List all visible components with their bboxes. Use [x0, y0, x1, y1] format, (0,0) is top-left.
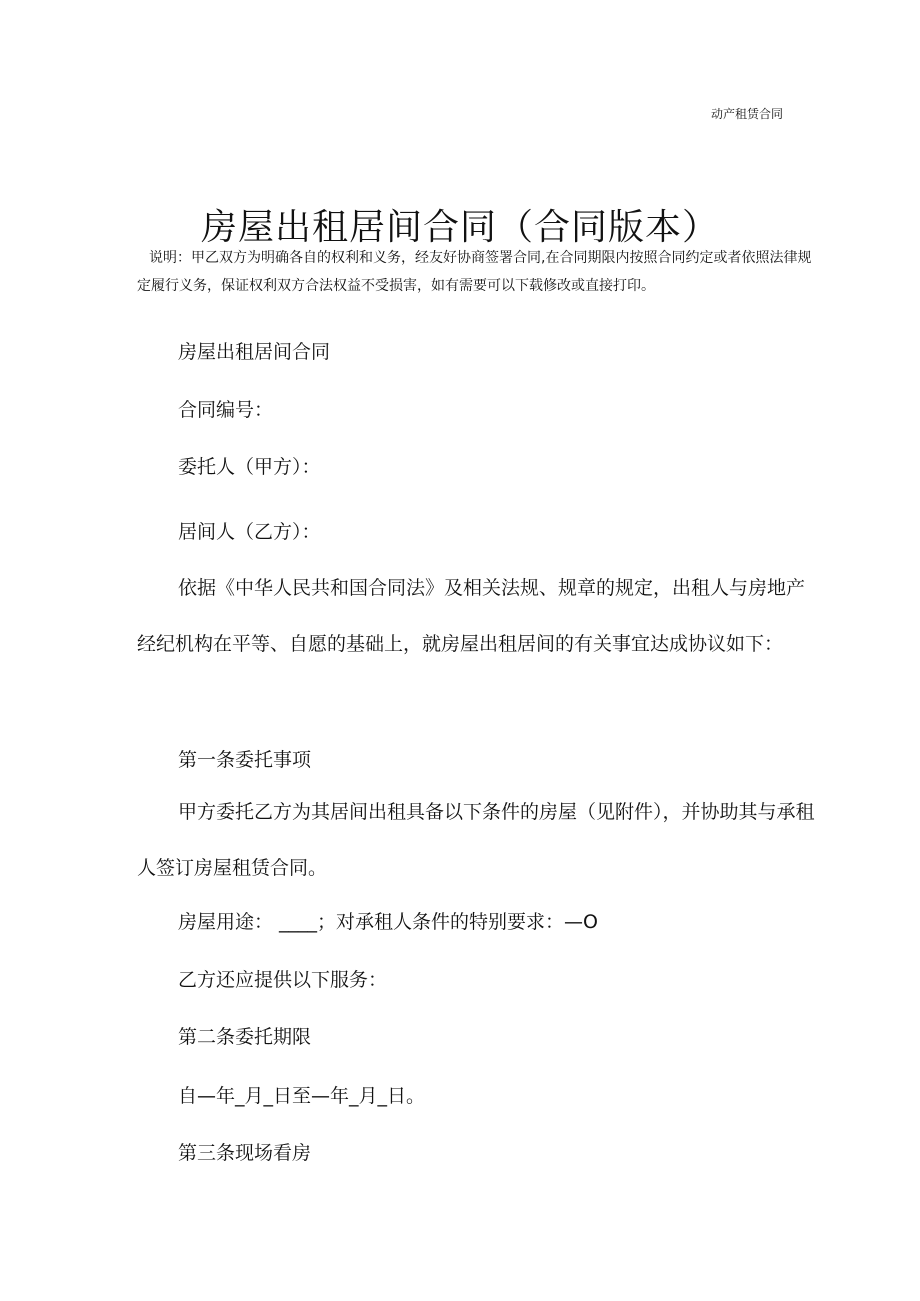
house-use-line: 房屋用途： ____；对承租人条件的特别要求：—O [178, 911, 598, 933]
extra-services-line: 乙方还应提供以下服务： [178, 969, 388, 991]
party-b-label: 居间人（乙方）： [178, 521, 321, 543]
preamble-paragraph: 依据《中华人民共和国合同法》及相关法规、规章的规定，出租人与房地产经纪机构在平等、自愿的基础上，就房屋出租居间的有关事宜达成协议如下： [137, 577, 806, 655]
article-1-text: 甲方委托乙方为其居间出租具备以下条件的房屋（见附件），并协助其与承租人签订房屋租赁合同。 [137, 801, 815, 879]
party-a-label: 委托人（甲方）： [178, 456, 321, 478]
article-2-title: 第二条委托期限 [178, 1026, 312, 1048]
article-3-title: 第三条现场看房 [178, 1142, 312, 1164]
contract-number-label: 合同编号： [178, 399, 274, 421]
contract-name: 房屋出租居间合同 [178, 341, 331, 363]
header-note: 动产租赁合同 [710, 107, 783, 121]
article-1-title: 第一条委托事项 [178, 749, 312, 771]
document-title: 房屋出租居间合同（合同版本） [200, 207, 719, 249]
article-2-text: 自—年_月_日至—年_月_日。 [178, 1085, 426, 1107]
intro-description: 说明：甲乙双方为明确各自的权利和义务，经友好协商签署合同,在合同期限内按照合同约定或者依照法律规定履行义务，保证权利双方合法权益不受损害，如有需要可以下载修改或直接打印。 [137, 250, 812, 294]
